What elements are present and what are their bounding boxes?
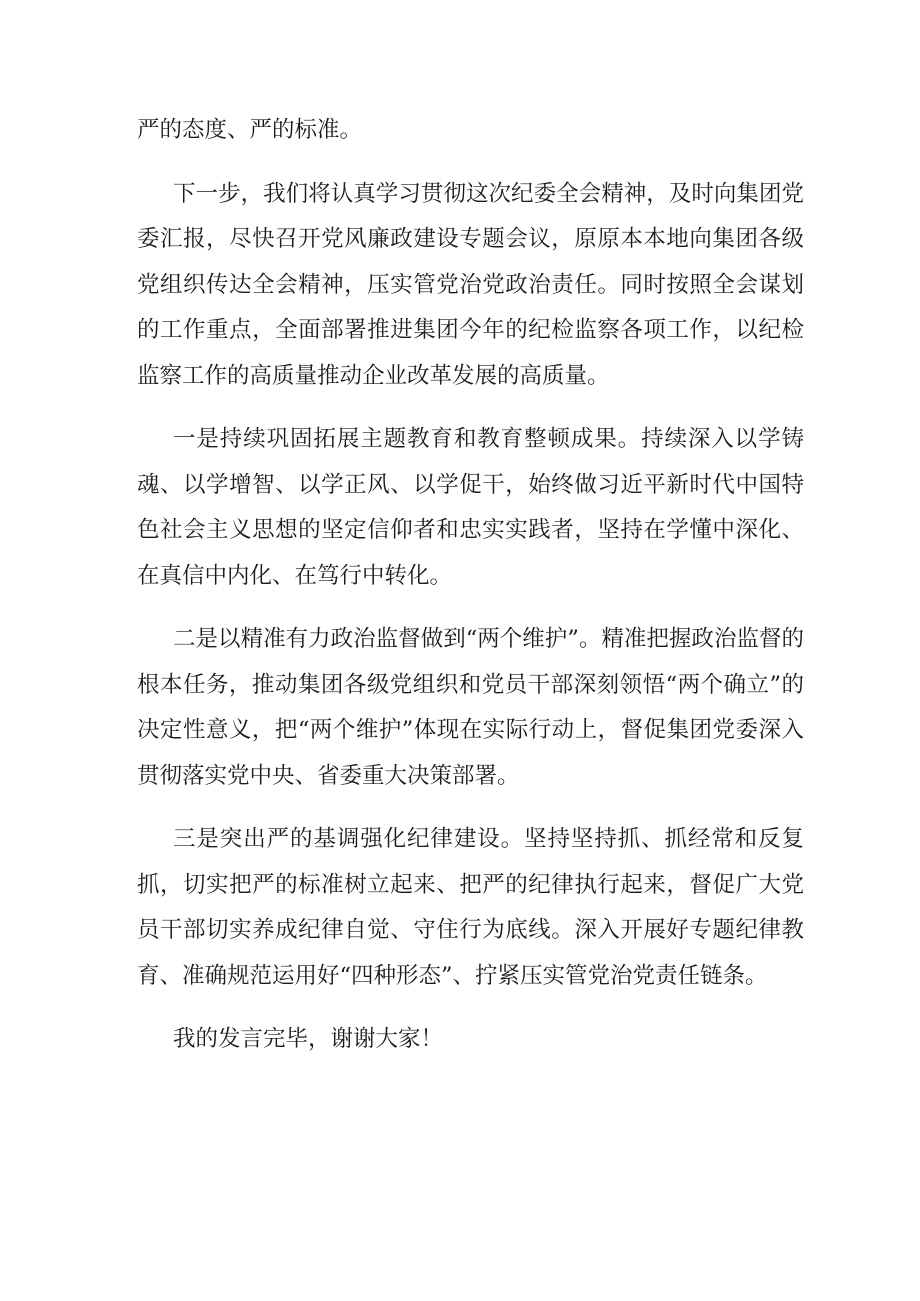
paragraph-next-steps: 下一步，我们将认真学习贯彻这次纪委全会精神，及时向集团党委汇报，尽快召开党风廉政建设专题会议，原原本本地向集团各级党组织传达全会精神，压实管党治党政治责任。同时按照全会谋划的工作重点，全面部署推进集团今年的纪检监察各项工作，以纪检监察工作的高质量推动企业改革发展的高质量。 (137, 180, 804, 389)
paragraph-closing: 我的发言完毕，谢谢大家！ (173, 1026, 444, 1052)
paragraph-continuation: 严的态度、严的标准。 (137, 117, 363, 143)
document-body (137, 108, 804, 1063)
paragraph-point-one: 一是持续巩固拓展主题教育和教育整顿成果。持续深入以学铸魂、以学增智、以学正风、以学促干，始终做习近平新时代中国特色社会主义思想的坚定信仰者和忠实实践者，坚持在学懂中深化、在真信中内化、在笃行中转化。 (137, 426, 804, 589)
paragraph-point-three: 三是突出严的基调强化纪律建设。坚持坚持抓、抓经常和反复抓，切实把严的标准树立起来、把严的纪律执行起来，督促广大党员干部切实养成纪律自觉、守住行为底线。深入开展好专题纪律教育、准确规范运用好“四种形态”、拧紧压实管党治党责任链条。 (137, 826, 804, 989)
paragraph-point-two: 二是以精准有力政治监督做到“两个维护”。精准把握政治监督的根本任务，推动集团各级党组织和党员干部深刻领悟“两个确立”的决定性意义，把“两个维护”体现在实际行动上，督促集团党委深入贯彻落实党中央、省委重大决策部署。 (137, 626, 804, 789)
